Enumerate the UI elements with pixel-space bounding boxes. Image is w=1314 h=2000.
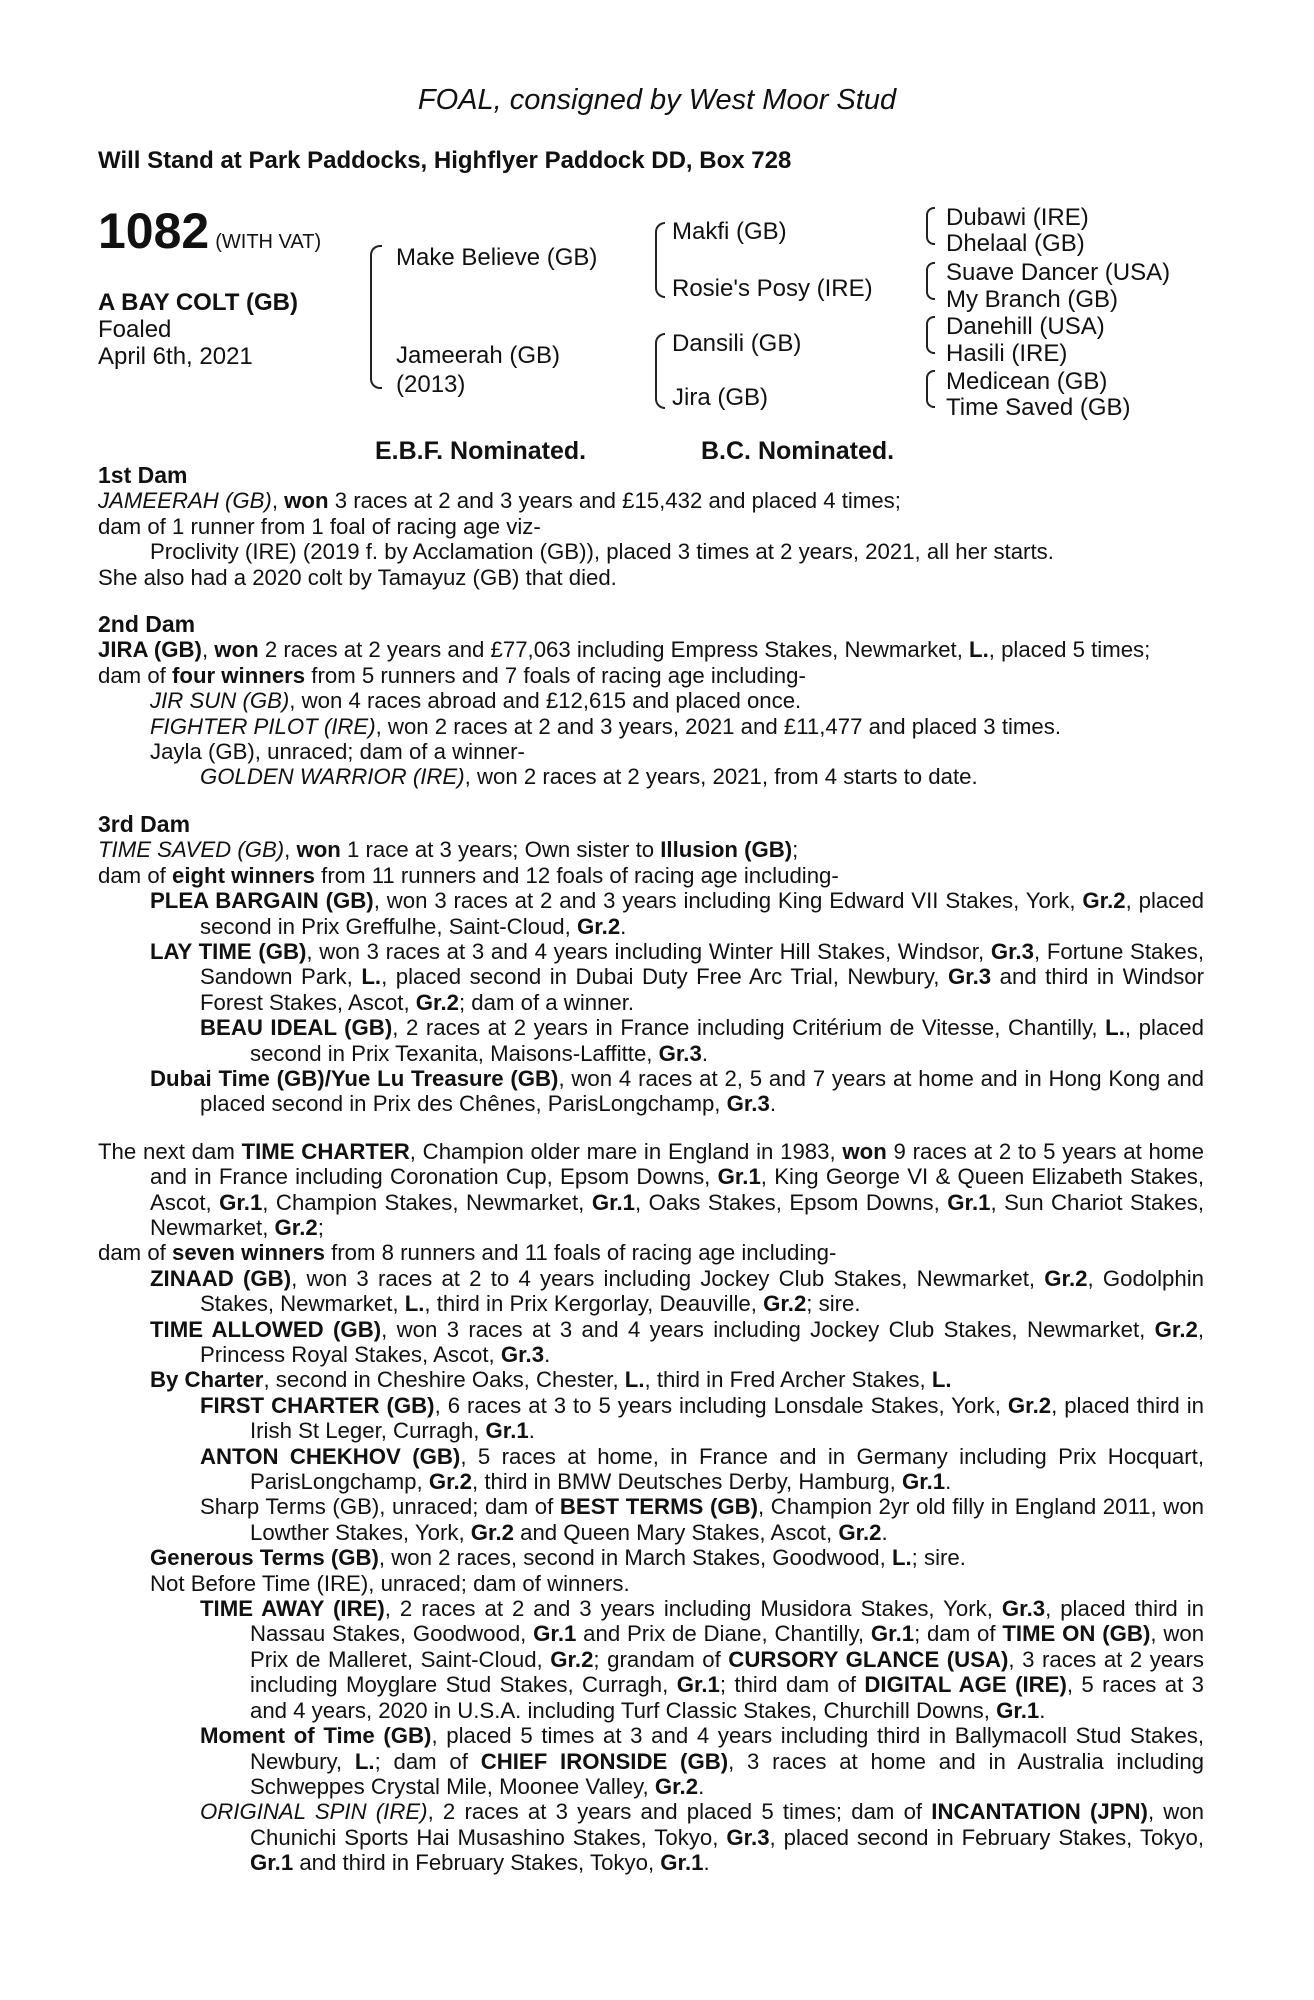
stand-location: Will Stand at Park Paddocks, Highflyer Paddock DD, Box 728: [98, 147, 792, 174]
sire: Make Believe (GB): [396, 244, 598, 271]
second-dam-produce: dam of four winners from 5 runners and 7 foals of racing age including-: [98, 662, 806, 688]
next-dam-produce: dam of seven winners from 8 runners and 11 foals of racing age including-: [98, 1240, 837, 1266]
bc-nominated: B.C. Nominated.: [701, 437, 895, 465]
pedigree-brace-1: [370, 245, 382, 389]
dds: Medicean (GB): [946, 368, 1108, 395]
plea-bargain: PLEA BARGAIN (GB), won 3 races at 2 and 3 years including King Edward VII Stakes, York, Gr.2, placed second in Prix Greffulhe, Saint-Cloud, Gr.2.: [150, 888, 1204, 939]
ebf-nominated: E.B.F. Nominated.: [375, 437, 587, 465]
pedigree-brace-3b: [926, 262, 935, 300]
foaled-label: Foaled: [98, 316, 172, 343]
sire-sire: Makfi (GB): [672, 218, 787, 245]
lot-number: [98, 203, 322, 267]
first-dam-note: She also had a 2020 colt by Tamayuz (GB) that died.: [98, 564, 617, 590]
lay-time: LAY TIME (GB), won 3 races at 3 and 4 years including Winter Hill Stakes, Windsor, Gr.3, Fortune Stakes, Sandown Park, L., placed second in Dubai Duty Free Arc Trial, Newbury, Gr.3 and third in Windsor Forest Stakes, Ascot, Gr.2; dam of a winner.: [150, 938, 1205, 1015]
beau-ideal: BEAU IDEAL (GB), 2 races at 2 years in France including Critérium de Vitesse, Chantilly, L., placed second in Prix Texanita, Maisons-Laffitte, Gr.3.: [200, 1015, 1204, 1066]
sss: Dubawi (IRE): [946, 204, 1089, 231]
third-dam-record: TIME SAVED (GB), won 1 race at 3 years; Own sister to Illusion (GB);: [98, 837, 799, 863]
sdd: My Branch (GB): [946, 286, 1119, 313]
dss: Danehill (USA): [946, 313, 1105, 340]
anton-chekhov: ANTON CHEKHOV (GB), 5 races at home, in France and in Germany including Prix Hocquart, ParisLongchamp, Gr.2, third in BMW Deutsches Derby, Hamburg, Gr.1.: [200, 1443, 1204, 1495]
ddd: Time Saved (GB): [946, 394, 1131, 421]
second-dam-heading: 2nd Dam: [98, 611, 196, 638]
ssd: Dhelaal (GB): [946, 230, 1085, 257]
second-dam-record: JIRA (GB), won 2 races at 2 years and £77,063 including Empress Stakes, Newmarket, L., placed 5 times;: [98, 637, 1151, 663]
second-dam-progeny-3: Jayla (GB), unraced; dam of a winner-: [150, 739, 525, 765]
first-dam-heading: 1st Dam: [98, 462, 188, 488]
time-allowed: TIME ALLOWED (GB), won 3 races at 3 and 4 years including Jockey Club Stakes, Newmarket, Gr.2, Princess Royal Stakes, Ascot, Gr.3.: [150, 1316, 1204, 1367]
dam-sire: Dansili (GB): [672, 330, 802, 357]
lot-description: [98, 289, 298, 370]
lot-number-value: 1082: [98, 203, 210, 259]
dam-dam: Jira (GB): [672, 384, 768, 411]
catalogue-text: [98, 463, 1204, 1876]
original-spin: ORIGINAL SPIN (IRE), 2 races at 3 years and placed 5 times; dam of INCANTATION (JPN), won Chunichi Sports Hai Musashino Stakes, Tokyo, Gr.3, placed second in February Stakes, Tokyo, Gr.1 and third in February Stakes, Tokyo, Gr.1.: [200, 1799, 1205, 1876]
lot-title: A BAY COLT (GB): [98, 289, 299, 316]
dsd: Hasili (IRE): [946, 340, 1068, 367]
foaled-date: April 6th, 2021: [98, 343, 253, 370]
second-dam-progeny-2: FIGHTER PILOT (IRE), won 2 races at 2 and 3 years, 2021 and £11,477 and placed 3 times.: [150, 713, 1061, 739]
not-before-time: Not Before Time (IRE), unraced; dam of winners.: [150, 1570, 630, 1596]
pedigree-brace-2a: [655, 222, 665, 298]
dam-year: (2013): [396, 371, 466, 398]
first-dam-progeny: Proclivity (IRE) (2019 f. by Acclamation (GB)), placed 3 times at 2 years, 2021, all her starts.: [150, 539, 1054, 565]
generous-terms: Generous Terms (GB), won 2 races, second in March Stakes, Goodwood, L.; sire.: [150, 1545, 966, 1571]
by-charter: By Charter, second in Cheshire Oaks, Chester, L., third in Fred Archer Stakes, L.: [150, 1367, 952, 1393]
first-dam-record: JAMEERAH (GB), won 3 races at 2 and 3 years and £15,432 and placed 4 times;: [98, 488, 901, 514]
first-dam-produce: dam of 1 runner from 1 foal of racing age viz-: [98, 513, 541, 539]
pedigree-brace-3d: [926, 370, 935, 408]
second-dam-progeny-1: JIR SUN (GB), won 4 races abroad and £12,615 and placed once.: [150, 688, 802, 714]
sharp-terms: Sharp Terms (GB), unraced; dam of BEST TERMS (GB), Champion 2yr old filly in England 2011, won Lowther Stakes, York, Gr.2 and Queen Mary Stakes, Ascot, Gr.2.: [200, 1494, 1204, 1545]
time-away: TIME AWAY (IRE), 2 races at 2 and 3 years including Musidora Stakes, York, Gr.3, placed third in Nassau Stakes, Goodwood, Gr.1 and Prix de Diane, Chantilly, Gr.1; dam of TIME ON (GB), won Prix de Malleret, Saint-Cloud, Gr.2; grandam of CURSORY GLANCE (USA), 3 races at 2 years including Moyglare Stud Stakes, Curragh, Gr.1; third dam of DIGITAL AGE (IRE), 5 races at 3 and 4 years, 2020 in U.S.A. including Turf Classic Stakes, Churchill Downs, Gr.1.: [200, 1596, 1205, 1723]
third-dam-produce: dam of eight winners from 11 runners and 12 foals of racing age including-: [98, 862, 839, 888]
pedigree-brace-2b: [655, 333, 665, 409]
moment-of-time: Moment of Time (GB), placed 5 times at 3 and 4 years including third in Ballymacoll Stud Stakes, Newbury, L.; dam of CHIEF IRONSIDE (GB), 3 races at home and in Australia including Schweppes Crystal Mile, Moonee Valley, Gr.2.: [200, 1723, 1205, 1799]
third-dam-heading: 3rd Dam: [98, 810, 191, 837]
dam: Jameerah (GB): [396, 342, 561, 369]
second-dam-grandprogeny: GOLDEN WARRIOR (IRE), won 2 races at 2 years, 2021, from 4 starts to date.: [200, 764, 978, 790]
pedigree-brace-3a: [926, 207, 935, 245]
pedigree-brace-3c: [926, 316, 935, 354]
zinaad: ZINAAD (GB), won 3 races at 2 to 4 years including Jockey Club Stakes, Newmarket, Gr.2, Godolphin Stakes, Newmarket, L., third in Prix Kergorlay, Deauville, Gr.2; sire.: [150, 1265, 1204, 1317]
next-dam-record: The next dam TIME CHARTER, Champion older mare in England in 1983, won 9 races at 2 to 5 years at home and in France including Coronation Cup, Epsom Downs, Gr.1, King George VI & Queen Elizabeth Stakes, Ascot, Gr.1, Champion Stakes, Newmarket, Gr.1, Oaks Stakes, Epsom Downs, Gr.1, Sun Chariot Stakes, Newmarket, Gr.2;: [98, 1138, 1205, 1240]
sds: Suave Dancer (USA): [946, 259, 1171, 286]
vat-label: (WITH VAT): [215, 231, 322, 253]
dubai-time: Dubai Time (GB)/Yue Lu Treasure (GB), won 4 races at 2, 5 and 7 years at home and in Hong Kong and placed second in Prix des Chênes, ParisLongchamp, Gr.3.: [150, 1065, 1204, 1117]
first-charter: FIRST CHARTER (GB), 6 races at 3 to 5 years including Lonsdale Stakes, York, Gr.2, placed third in Irish St Leger, Curragh, Gr.1.: [200, 1392, 1204, 1444]
sire-dam: Rosie's Posy (IRE): [672, 275, 873, 302]
consignment-line: FOAL, consigned by West Moor Stud: [417, 84, 897, 116]
